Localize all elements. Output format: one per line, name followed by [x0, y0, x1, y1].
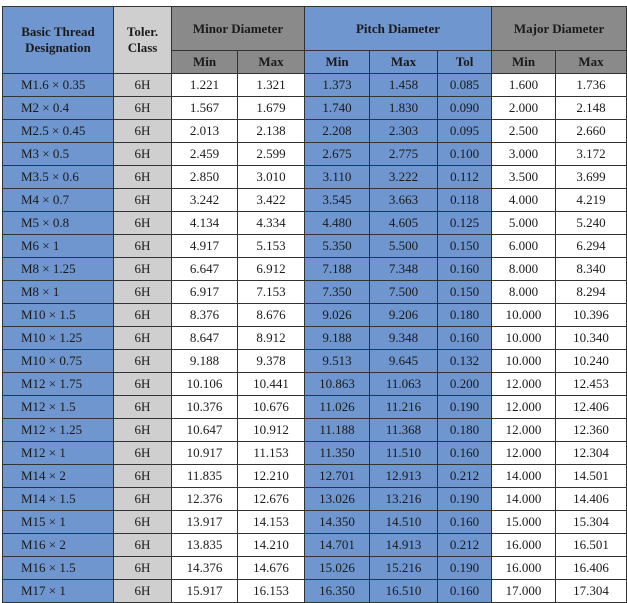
cell-pitch-tol: 0.160 — [438, 442, 492, 465]
cell-minor-min: 2.459 — [172, 143, 238, 166]
table-row — [3, 350, 627, 373]
cell-designation: M12 × 1 — [3, 442, 114, 465]
header-designation-line1: Basic Thread — [21, 24, 95, 39]
cell-pitch-tol: 0.125 — [438, 212, 492, 235]
cell-major-min: 17.000 — [492, 580, 556, 603]
cell-major-min: 10.000 — [492, 350, 556, 373]
cell-designation: M4 × 0.7 — [3, 189, 114, 212]
cell-pitch-min: 7.188 — [305, 258, 370, 281]
cell-tolerance-class: 6H — [114, 97, 172, 120]
header-basic-thread-designation — [3, 7, 114, 74]
header-minor-min: Min — [172, 51, 238, 74]
cell-minor-max: 14.676 — [238, 557, 305, 580]
header-minor-diameter: Minor Diameter — [172, 7, 305, 51]
cell-pitch-max: 5.500 — [370, 235, 438, 258]
cell-designation: M3.5 × 0.6 — [3, 166, 114, 189]
cell-minor-min: 11.835 — [172, 465, 238, 488]
cell-pitch-tol: 0.200 — [438, 373, 492, 396]
cell-major-min: 10.000 — [492, 304, 556, 327]
cell-pitch-min: 10.863 — [305, 373, 370, 396]
cell-tolerance-class: 6H — [114, 396, 172, 419]
cell-major-min: 12.000 — [492, 442, 556, 465]
cell-designation: M2.5 × 0.45 — [3, 120, 114, 143]
cell-minor-max: 1.321 — [238, 74, 305, 97]
cell-major-min: 15.000 — [492, 511, 556, 534]
cell-minor-max: 11.153 — [238, 442, 305, 465]
cell-pitch-min: 7.350 — [305, 281, 370, 304]
table-row — [3, 143, 627, 166]
cell-designation: M12 × 1.5 — [3, 396, 114, 419]
header-major-min: Min — [492, 51, 556, 74]
table-row — [3, 373, 627, 396]
cell-pitch-max: 14.510 — [370, 511, 438, 534]
cell-pitch-min: 4.480 — [305, 212, 370, 235]
cell-minor-min: 13.917 — [172, 511, 238, 534]
cell-tolerance-class: 6H — [114, 281, 172, 304]
cell-tolerance-class: 6H — [114, 419, 172, 442]
cell-tolerance-class: 6H — [114, 373, 172, 396]
cell-minor-min: 9.188 — [172, 350, 238, 373]
cell-pitch-max: 9.206 — [370, 304, 438, 327]
cell-tolerance-class: 6H — [114, 189, 172, 212]
cell-minor-max: 8.912 — [238, 327, 305, 350]
cell-major-max: 16.406 — [556, 557, 627, 580]
table-row — [3, 74, 627, 97]
cell-designation: M14 × 2 — [3, 465, 114, 488]
cell-tolerance-class: 6H — [114, 304, 172, 327]
cell-major-max: 8.294 — [556, 281, 627, 304]
cell-pitch-tol: 0.085 — [438, 74, 492, 97]
cell-pitch-min: 15.026 — [305, 557, 370, 580]
cell-minor-min: 4.917 — [172, 235, 238, 258]
table-row — [3, 557, 627, 580]
cell-designation: M16 × 2 — [3, 534, 114, 557]
cell-designation: M15 × 1 — [3, 511, 114, 534]
cell-major-min: 2.000 — [492, 97, 556, 120]
cell-pitch-tol: 0.112 — [438, 166, 492, 189]
cell-pitch-min: 14.350 — [305, 511, 370, 534]
cell-pitch-min: 2.675 — [305, 143, 370, 166]
cell-minor-max: 10.912 — [238, 419, 305, 442]
cell-minor-max: 1.679 — [238, 97, 305, 120]
cell-pitch-max: 11.368 — [370, 419, 438, 442]
header-pitch-min: Min — [305, 51, 370, 74]
cell-pitch-min: 9.026 — [305, 304, 370, 327]
cell-minor-max: 14.153 — [238, 511, 305, 534]
cell-minor-min: 14.376 — [172, 557, 238, 580]
header-pitch-max: Max — [370, 51, 438, 74]
cell-pitch-max: 15.216 — [370, 557, 438, 580]
cell-tolerance-class: 6H — [114, 120, 172, 143]
cell-minor-min: 10.106 — [172, 373, 238, 396]
cell-pitch-max: 9.348 — [370, 327, 438, 350]
cell-pitch-max: 9.645 — [370, 350, 438, 373]
cell-minor-min: 10.917 — [172, 442, 238, 465]
table-row — [3, 189, 627, 212]
cell-designation: M3 × 0.5 — [3, 143, 114, 166]
cell-pitch-min: 5.350 — [305, 235, 370, 258]
table-row — [3, 580, 627, 603]
cell-pitch-tol: 0.095 — [438, 120, 492, 143]
cell-major-max: 8.340 — [556, 258, 627, 281]
table-row — [3, 442, 627, 465]
cell-pitch-tol: 0.090 — [438, 97, 492, 120]
cell-pitch-tol: 0.212 — [438, 534, 492, 557]
cell-pitch-max: 16.510 — [370, 580, 438, 603]
cell-major-max: 12.304 — [556, 442, 627, 465]
cell-minor-min: 12.376 — [172, 488, 238, 511]
cell-pitch-min: 9.188 — [305, 327, 370, 350]
cell-major-max: 15.304 — [556, 511, 627, 534]
cell-pitch-tol: 0.190 — [438, 557, 492, 580]
table-row — [3, 396, 627, 419]
table-row — [3, 465, 627, 488]
cell-minor-min: 13.835 — [172, 534, 238, 557]
cell-major-max: 10.240 — [556, 350, 627, 373]
cell-designation: M8 × 1 — [3, 281, 114, 304]
cell-minor-max: 3.010 — [238, 166, 305, 189]
cell-major-min: 12.000 — [492, 396, 556, 419]
cell-pitch-min: 3.545 — [305, 189, 370, 212]
cell-pitch-min: 11.026 — [305, 396, 370, 419]
table-row — [3, 511, 627, 534]
header-toler-line2: Class — [127, 40, 158, 55]
cell-pitch-max: 4.605 — [370, 212, 438, 235]
cell-major-max: 17.304 — [556, 580, 627, 603]
cell-pitch-min: 13.026 — [305, 488, 370, 511]
table-row — [3, 97, 627, 120]
cell-pitch-min: 11.350 — [305, 442, 370, 465]
cell-minor-max: 12.676 — [238, 488, 305, 511]
cell-major-min: 12.000 — [492, 373, 556, 396]
cell-pitch-max: 11.216 — [370, 396, 438, 419]
table-row — [3, 235, 627, 258]
cell-minor-min: 2.850 — [172, 166, 238, 189]
cell-designation: M1.6 × 0.35 — [3, 74, 114, 97]
cell-pitch-max: 2.775 — [370, 143, 438, 166]
cell-major-min: 6.000 — [492, 235, 556, 258]
cell-minor-max: 14.210 — [238, 534, 305, 557]
cell-minor-max: 3.422 — [238, 189, 305, 212]
cell-tolerance-class: 6H — [114, 212, 172, 235]
cell-pitch-max: 7.348 — [370, 258, 438, 281]
cell-pitch-max: 13.216 — [370, 488, 438, 511]
cell-minor-max: 2.138 — [238, 120, 305, 143]
cell-minor-max: 6.912 — [238, 258, 305, 281]
cell-tolerance-class: 6H — [114, 465, 172, 488]
table-row — [3, 120, 627, 143]
cell-minor-min: 6.647 — [172, 258, 238, 281]
cell-designation: M16 × 1.5 — [3, 557, 114, 580]
cell-pitch-min: 12.701 — [305, 465, 370, 488]
cell-major-max: 16.501 — [556, 534, 627, 557]
cell-pitch-min: 1.740 — [305, 97, 370, 120]
header-designation-line2: Designation — [25, 40, 91, 55]
cell-pitch-max: 3.222 — [370, 166, 438, 189]
header-toler-line1: Toler. — [126, 24, 159, 39]
cell-pitch-tol: 0.150 — [438, 235, 492, 258]
cell-pitch-min: 1.373 — [305, 74, 370, 97]
cell-pitch-max: 11.063 — [370, 373, 438, 396]
cell-pitch-max: 7.500 — [370, 281, 438, 304]
cell-pitch-tol: 0.180 — [438, 304, 492, 327]
cell-major-max: 10.396 — [556, 304, 627, 327]
cell-pitch-tol: 0.212 — [438, 465, 492, 488]
cell-minor-max: 10.441 — [238, 373, 305, 396]
cell-major-min: 1.600 — [492, 74, 556, 97]
cell-minor-max: 9.378 — [238, 350, 305, 373]
cell-major-max: 14.406 — [556, 488, 627, 511]
cell-major-max: 6.294 — [556, 235, 627, 258]
table-row — [3, 212, 627, 235]
cell-tolerance-class: 6H — [114, 534, 172, 557]
cell-major-min: 5.000 — [492, 212, 556, 235]
cell-minor-min: 15.917 — [172, 580, 238, 603]
cell-tolerance-class: 6H — [114, 557, 172, 580]
table-row — [3, 166, 627, 189]
cell-pitch-max: 1.458 — [370, 74, 438, 97]
cell-tolerance-class: 6H — [114, 327, 172, 350]
cell-pitch-max: 14.913 — [370, 534, 438, 557]
cell-pitch-min: 16.350 — [305, 580, 370, 603]
cell-minor-min: 1.567 — [172, 97, 238, 120]
cell-major-max: 14.501 — [556, 465, 627, 488]
cell-designation: M14 × 1.5 — [3, 488, 114, 511]
cell-minor-min: 1.221 — [172, 74, 238, 97]
cell-major-min: 14.000 — [492, 465, 556, 488]
cell-major-max: 12.453 — [556, 373, 627, 396]
cell-pitch-max: 12.913 — [370, 465, 438, 488]
cell-designation: M5 × 0.8 — [3, 212, 114, 235]
cell-pitch-tol: 0.190 — [438, 396, 492, 419]
header-pitch-diameter: Pitch Diameter — [305, 7, 492, 51]
cell-minor-max: 7.153 — [238, 281, 305, 304]
cell-pitch-max: 1.830 — [370, 97, 438, 120]
cell-major-max: 12.360 — [556, 419, 627, 442]
cell-major-min: 2.500 — [492, 120, 556, 143]
cell-designation: M10 × 1.5 — [3, 304, 114, 327]
cell-minor-max: 4.334 — [238, 212, 305, 235]
cell-pitch-tol: 0.160 — [438, 258, 492, 281]
cell-minor-max: 5.153 — [238, 235, 305, 258]
cell-minor-max: 10.676 — [238, 396, 305, 419]
cell-pitch-min: 9.513 — [305, 350, 370, 373]
cell-minor-min: 2.013 — [172, 120, 238, 143]
cell-tolerance-class: 6H — [114, 74, 172, 97]
cell-tolerance-class: 6H — [114, 258, 172, 281]
cell-pitch-tol: 0.160 — [438, 511, 492, 534]
cell-pitch-tol: 0.180 — [438, 419, 492, 442]
cell-major-min: 10.000 — [492, 327, 556, 350]
header-major-diameter: Major Diameter — [492, 7, 627, 51]
cell-major-max: 2.660 — [556, 120, 627, 143]
table-row — [3, 488, 627, 511]
thread-dimensions-table — [2, 6, 627, 603]
table-row — [3, 327, 627, 350]
cell-tolerance-class: 6H — [114, 235, 172, 258]
cell-major-min: 14.000 — [492, 488, 556, 511]
cell-minor-max: 2.599 — [238, 143, 305, 166]
cell-tolerance-class: 6H — [114, 511, 172, 534]
cell-pitch-max: 3.663 — [370, 189, 438, 212]
cell-major-max: 3.699 — [556, 166, 627, 189]
cell-tolerance-class: 6H — [114, 143, 172, 166]
cell-major-max: 5.240 — [556, 212, 627, 235]
cell-pitch-min: 2.208 — [305, 120, 370, 143]
cell-designation: M10 × 1.25 — [3, 327, 114, 350]
cell-pitch-tol: 0.100 — [438, 143, 492, 166]
cell-designation: M12 × 1.25 — [3, 419, 114, 442]
table-body — [3, 74, 627, 603]
cell-pitch-max: 2.303 — [370, 120, 438, 143]
cell-minor-min: 3.242 — [172, 189, 238, 212]
table-row — [3, 281, 627, 304]
cell-tolerance-class: 6H — [114, 442, 172, 465]
cell-major-min: 12.000 — [492, 419, 556, 442]
cell-designation: M10 × 0.75 — [3, 350, 114, 373]
cell-pitch-min: 3.110 — [305, 166, 370, 189]
cell-tolerance-class: 6H — [114, 580, 172, 603]
cell-major-max: 3.172 — [556, 143, 627, 166]
cell-major-max: 2.148 — [556, 97, 627, 120]
cell-tolerance-class: 6H — [114, 166, 172, 189]
cell-pitch-tol: 0.160 — [438, 327, 492, 350]
table-row — [3, 258, 627, 281]
header-tolerance-class — [114, 7, 172, 74]
cell-major-max: 4.219 — [556, 189, 627, 212]
cell-pitch-tol: 0.132 — [438, 350, 492, 373]
table-row — [3, 534, 627, 557]
cell-major-min: 4.000 — [492, 189, 556, 212]
cell-minor-max: 12.210 — [238, 465, 305, 488]
cell-major-min: 3.500 — [492, 166, 556, 189]
cell-designation: M8 × 1.25 — [3, 258, 114, 281]
cell-major-max: 10.340 — [556, 327, 627, 350]
cell-pitch-max: 11.510 — [370, 442, 438, 465]
cell-minor-min: 4.134 — [172, 212, 238, 235]
header-row-groups — [3, 7, 627, 51]
header-minor-max: Max — [238, 51, 305, 74]
cell-pitch-tol: 0.160 — [438, 580, 492, 603]
cell-major-min: 16.000 — [492, 557, 556, 580]
header-major-max: Max — [556, 51, 627, 74]
cell-designation: M2 × 0.4 — [3, 97, 114, 120]
cell-minor-min: 10.376 — [172, 396, 238, 419]
cell-major-min: 16.000 — [492, 534, 556, 557]
cell-minor-min: 10.647 — [172, 419, 238, 442]
cell-pitch-tol: 0.118 — [438, 189, 492, 212]
cell-pitch-tol: 0.190 — [438, 488, 492, 511]
cell-tolerance-class: 6H — [114, 488, 172, 511]
cell-minor-min: 8.376 — [172, 304, 238, 327]
cell-major-min: 8.000 — [492, 258, 556, 281]
cell-designation: M12 × 1.75 — [3, 373, 114, 396]
cell-designation: M17 × 1 — [3, 580, 114, 603]
cell-major-min: 3.000 — [492, 143, 556, 166]
cell-minor-max: 8.676 — [238, 304, 305, 327]
cell-pitch-min: 14.701 — [305, 534, 370, 557]
cell-pitch-tol: 0.150 — [438, 281, 492, 304]
cell-major-max: 12.406 — [556, 396, 627, 419]
cell-pitch-min: 11.188 — [305, 419, 370, 442]
table-row — [3, 419, 627, 442]
cell-minor-min: 6.917 — [172, 281, 238, 304]
table-row — [3, 304, 627, 327]
header-pitch-tol: Tol — [438, 51, 492, 74]
cell-major-max: 1.736 — [556, 74, 627, 97]
cell-minor-min: 8.647 — [172, 327, 238, 350]
cell-tolerance-class: 6H — [114, 350, 172, 373]
cell-designation: M6 × 1 — [3, 235, 114, 258]
cell-minor-max: 16.153 — [238, 580, 305, 603]
cell-major-min: 8.000 — [492, 281, 556, 304]
